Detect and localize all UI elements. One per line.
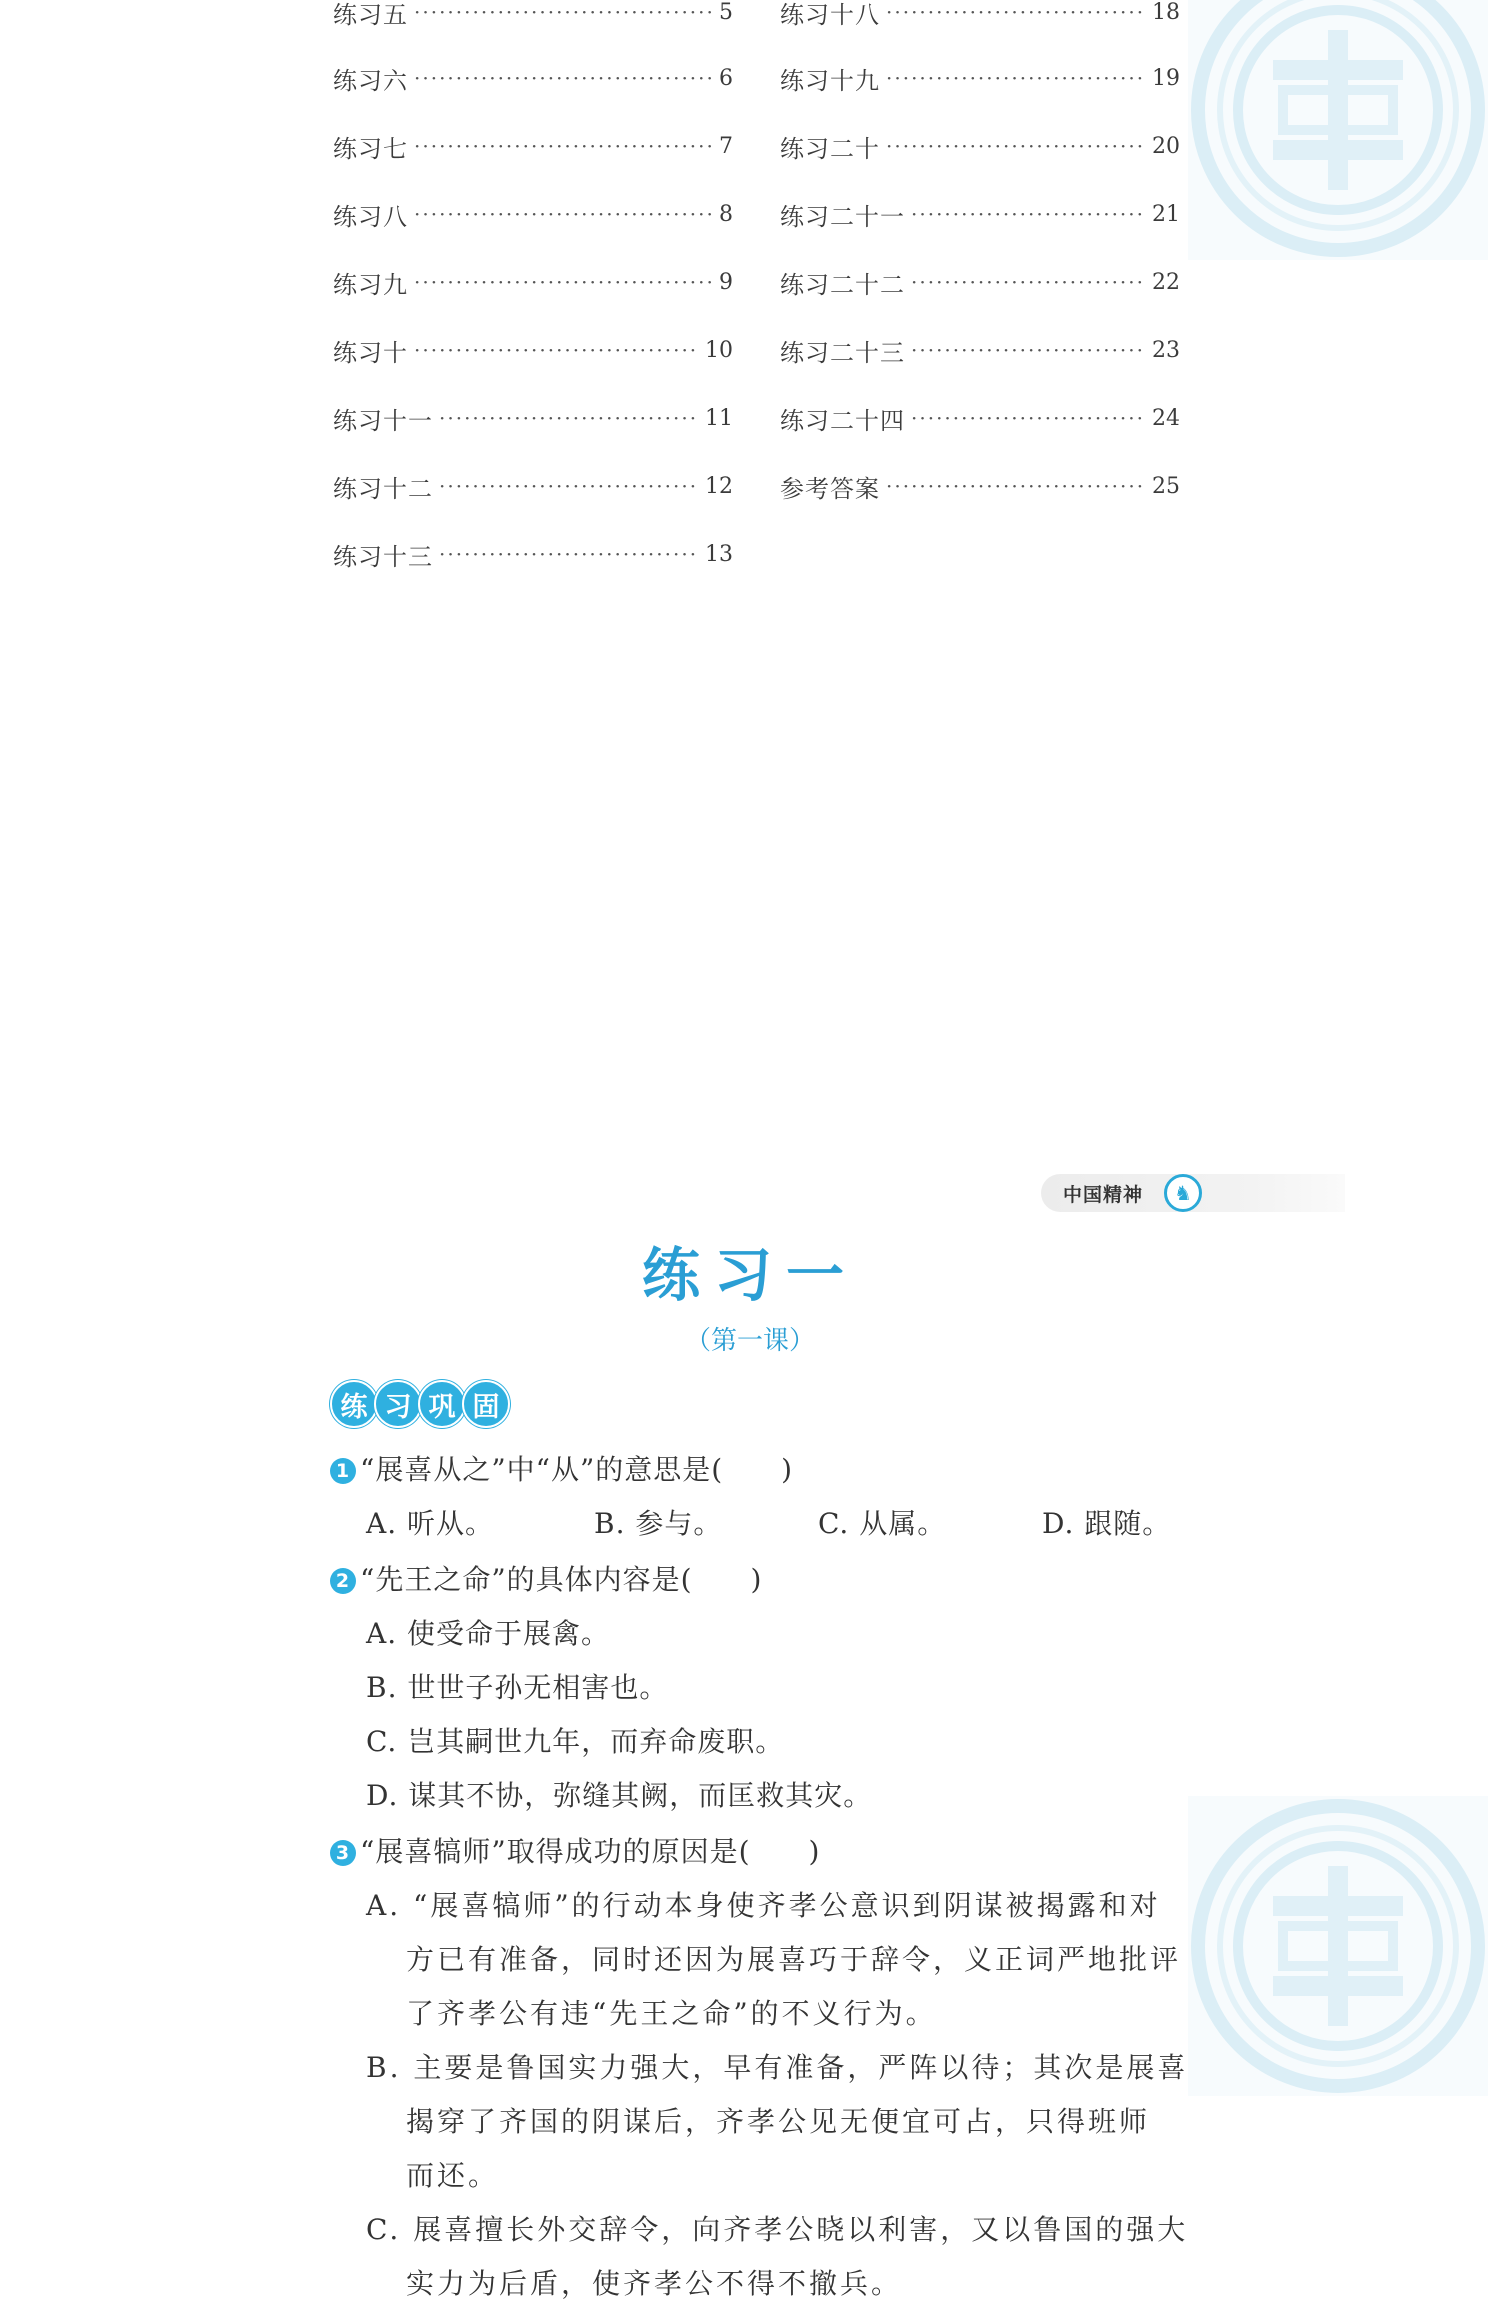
toc-item-label: 练习二十三	[780, 338, 905, 367]
toc-item-page: 12	[705, 473, 733, 499]
section-badge-char: 练	[330, 1380, 378, 1428]
toc-item[interactable]	[780, 466, 1180, 506]
toc-item-page: 18	[1152, 0, 1180, 25]
toc-item[interactable]	[780, 58, 1180, 98]
toc-leader	[414, 202, 713, 226]
horse-icon: ♞	[1164, 1174, 1202, 1212]
toc-leader	[414, 66, 713, 90]
section-badge	[330, 1380, 506, 1428]
toc-item[interactable]	[333, 0, 733, 32]
toc-item[interactable]	[780, 330, 1180, 370]
option-line: C. 展喜擅长外交辞令，向齐孝公晓以利害，又以鲁国的强大	[366, 2213, 1189, 2246]
toc-item-page: 7	[719, 133, 733, 159]
toc-item-page: 22	[1152, 269, 1180, 295]
toc-item[interactable]	[333, 262, 733, 302]
toc-leader	[414, 134, 713, 158]
toc-item-label: 练习二十一	[780, 202, 905, 231]
option-b[interactable]: B. 参与。	[594, 1507, 723, 1540]
toc-item-page: 8	[719, 201, 733, 227]
option-d[interactable]: D. 谋其不协，弥缝其阙，而匡救其灾。	[366, 1779, 873, 1812]
toc-item-label: 练习十三	[333, 542, 433, 571]
toc-item[interactable]	[333, 534, 733, 574]
toc-item-page: 19	[1152, 65, 1180, 91]
toc-item[interactable]	[780, 398, 1180, 438]
option-line: 揭穿了齐国的阴谋后，齐孝公见无便宜可占，只得班师	[406, 2105, 1151, 2138]
question-text: “展喜犒师”取得成功的原因是( )	[360, 1835, 821, 1868]
toc-item-page: 23	[1152, 337, 1180, 363]
option-line: 了齐孝公有违“先王之命”的不义行为。	[406, 1997, 937, 2030]
running-header-tag	[1041, 1174, 1345, 1212]
option-a[interactable]: A. 听从。	[366, 1507, 495, 1540]
question-text: “先王之命”的具体内容是( )	[360, 1563, 763, 1596]
toc-item-label: 练习十二	[333, 474, 433, 503]
toc-item-page: 21	[1152, 201, 1180, 227]
section-badge-char: 习	[374, 1380, 422, 1428]
toc-item-page: 20	[1152, 133, 1180, 159]
toc-item-label: 练习九	[333, 270, 408, 299]
toc-leader	[911, 270, 1146, 294]
section-badge-char: 固	[462, 1380, 510, 1428]
toc-item-page: 10	[705, 337, 733, 363]
option-a[interactable]: A. 使受命于展禽。	[366, 1617, 611, 1650]
option-line: B. 主要是鲁国实力强大，早有准备，严阵以待；其次是展喜	[366, 2051, 1189, 2084]
option-c[interactable]: C. 岂其嗣世九年，而弃命废职。	[366, 1725, 785, 1758]
toc-item-page: 24	[1152, 405, 1180, 431]
option-b[interactable]: B. 世世子孙无相害也。	[366, 1671, 669, 1704]
toc-item[interactable]	[333, 126, 733, 166]
toc-item-page: 25	[1152, 473, 1180, 499]
toc-leader	[911, 202, 1146, 226]
option-d[interactable]: D. 跟随。	[1042, 1507, 1172, 1540]
toc-item-page: 5	[719, 0, 733, 25]
question	[330, 1558, 762, 1598]
toc-item-label: 练习二十四	[780, 406, 905, 435]
toc-item-page: 13	[705, 541, 733, 567]
option-c[interactable]: C. 从属。	[818, 1507, 947, 1540]
toc-item-label: 练习七	[333, 134, 408, 163]
toc-leader	[414, 0, 713, 24]
toc-item[interactable]	[780, 262, 1180, 302]
toc-item-label: 练习六	[333, 66, 408, 95]
toc-item-label: 练习五	[333, 0, 408, 29]
toc-leader	[439, 474, 699, 498]
option-line: 而还。	[406, 2159, 500, 2192]
toc-leader	[886, 0, 1146, 24]
toc-item-label: 参考答案	[780, 474, 880, 503]
toc-item-label: 练习十	[333, 338, 408, 367]
toc-leader	[886, 134, 1146, 158]
section-badge-char: 巩	[418, 1380, 466, 1428]
toc-item-label: 练习十九	[780, 66, 880, 95]
question-number: 3	[330, 1840, 356, 1866]
decorative-emblem-top	[1188, 0, 1488, 260]
lesson-subtitle: （第一课）	[684, 1326, 815, 1356]
toc-item-label: 练习十八	[780, 0, 880, 29]
toc-item-label: 练习二十二	[780, 270, 905, 299]
toc-leader	[414, 270, 713, 294]
toc-leader	[439, 406, 699, 430]
toc-leader	[414, 338, 699, 362]
toc-item[interactable]	[333, 398, 733, 438]
option-line: 方已有准备，同时还因为展喜巧于辞令，义正词严地批评	[406, 1943, 1182, 1976]
question-number: 1	[330, 1458, 356, 1484]
toc-item[interactable]	[333, 194, 733, 234]
header-tag-label: 中国精神	[1063, 1184, 1144, 1206]
toc-item[interactable]	[333, 330, 733, 370]
toc-item[interactable]	[780, 0, 1180, 32]
toc-item[interactable]	[333, 466, 733, 506]
toc-leader	[911, 406, 1146, 430]
toc-leader	[911, 338, 1146, 362]
option-line: 实力为后盾，使齐孝公不得不撤兵。	[406, 2267, 903, 2300]
toc-item[interactable]	[780, 126, 1180, 166]
lesson-title: 练习一	[641, 1241, 858, 1309]
question	[330, 1830, 820, 1870]
toc-leader	[439, 542, 699, 566]
option-line: A. “展喜犒师”的行动本身使齐孝公意识到阴谋被揭露和对	[366, 1889, 1161, 1922]
toc-item-page: 6	[719, 65, 733, 91]
question-number: 2	[330, 1568, 356, 1594]
toc-item[interactable]	[333, 58, 733, 98]
toc-item-label: 练习十一	[333, 406, 433, 435]
toc-item-page: 9	[719, 269, 733, 295]
decorative-emblem-bottom	[1188, 1796, 1488, 2096]
toc-leader	[886, 474, 1146, 498]
toc-item-page: 11	[705, 405, 733, 431]
toc-item-label: 练习八	[333, 202, 408, 231]
question-text: “展喜从之”中“从”的意思是( )	[360, 1453, 794, 1486]
toc-item[interactable]	[780, 194, 1180, 234]
toc-item-label: 练习二十	[780, 134, 880, 163]
question	[330, 1448, 793, 1488]
toc-leader	[886, 66, 1146, 90]
